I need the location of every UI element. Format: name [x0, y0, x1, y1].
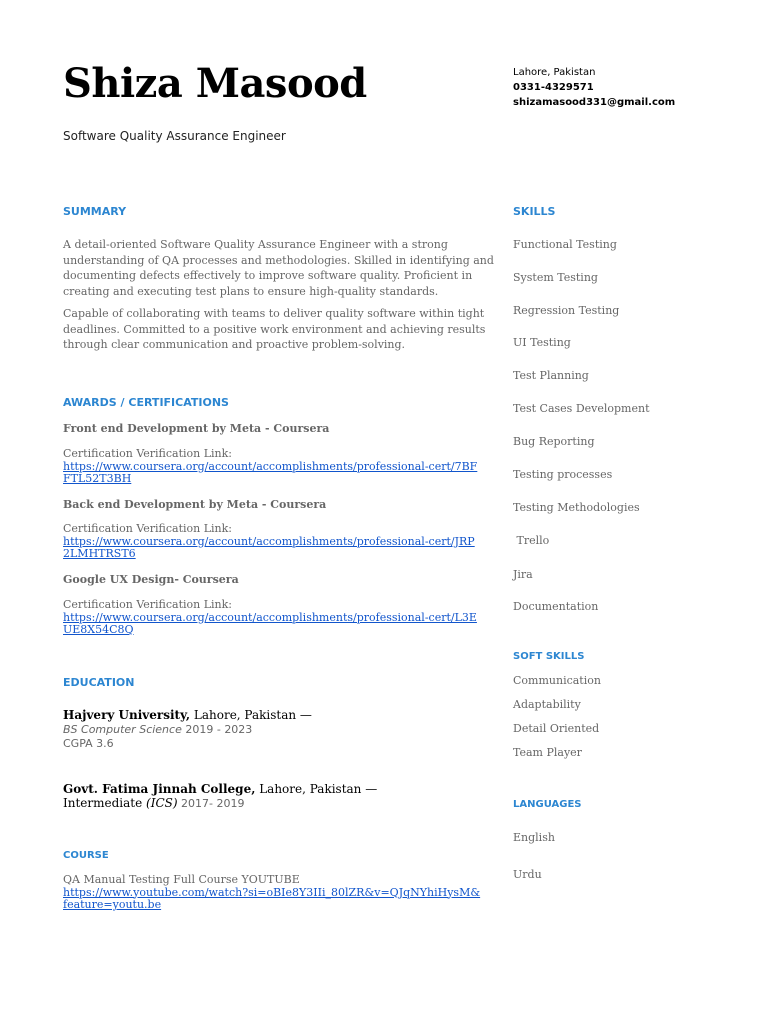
- skill-item: Trello: [513, 534, 550, 547]
- education-gpa: CGPA 3.6: [63, 737, 114, 750]
- soft-skill-item: Adaptability: [513, 698, 581, 711]
- language-item: English: [513, 831, 555, 844]
- cert-label-1: Certification Verification Link:: [63, 447, 233, 460]
- cert-label-2: Certification Verification Link:: [63, 522, 233, 535]
- cert-link-1[interactable]: https://www.coursera.org/account/accomplishments/professional-cert/7BFFTL52T3BH: [63, 459, 478, 485]
- skill-item: System Testing: [513, 271, 598, 284]
- languages-heading: LANGUAGES: [513, 799, 582, 810]
- soft-skill-item: Communication: [513, 674, 601, 687]
- cert-title-1: Front end Development by Meta - Coursera: [63, 422, 330, 435]
- skill-item: UI Testing: [513, 336, 571, 349]
- cert-link-2[interactable]: https://www.coursera.org/account/accomplishments/professional-cert/JRP2LMHTRST6: [63, 534, 475, 560]
- cert-block-3: [63, 599, 481, 637]
- education-entry-2-title: [63, 782, 377, 796]
- cert-label-3: Certification Verification Link:: [63, 598, 233, 611]
- education-years-2: 2017- 2019: [177, 797, 245, 810]
- skill-item: Test Planning: [513, 369, 589, 382]
- education-entry-1-title: [63, 708, 312, 722]
- education-degree-1: BS Computer Science: [63, 723, 182, 736]
- skill-item: Test Cases Development: [513, 402, 650, 415]
- course-title: QA Manual Testing Full Course YOUTUBE: [63, 873, 300, 886]
- skill-item: Functional Testing: [513, 238, 617, 251]
- education-place-2: Lahore, Pakistan —: [255, 782, 378, 796]
- course-heading: COURSE: [63, 850, 109, 861]
- cert-title-2: Back end Development by Meta - Coursera: [63, 498, 327, 511]
- cert-block-2: [63, 523, 481, 561]
- cert-link-3[interactable]: https://www.coursera.org/account/accomplishments/professional-cert/L3EUE8X54C8Q: [63, 610, 477, 636]
- education-place-1: Lahore, Pakistan —: [190, 708, 312, 722]
- education-entry-2-degree: [63, 796, 245, 811]
- soft-skill-item: Detail Oriented: [513, 722, 600, 735]
- skills-heading: SKILLS: [513, 205, 556, 218]
- soft-skill-item: Team Player: [513, 746, 582, 759]
- cert-block-1: [63, 448, 481, 486]
- job-title: Software Quality Assurance Engineer: [63, 129, 286, 143]
- contact-phone: 0331-4329571: [513, 82, 594, 93]
- skill-item: Testing Methodologies: [513, 501, 640, 514]
- education-degree-2: (ICS): [146, 796, 178, 810]
- skill-item: Testing processes: [513, 468, 613, 481]
- awards-heading: AWARDS / CERTIFICATIONS: [63, 396, 229, 409]
- education-school-2: Govt. Fatima Jinnah College,: [63, 782, 256, 796]
- education-years-1: 2019 - 2023: [181, 723, 253, 736]
- education-heading: EDUCATION: [63, 676, 135, 689]
- skill-item: Documentation: [513, 600, 599, 613]
- soft-skills-heading: SOFT SKILLS: [513, 651, 585, 662]
- candidate-name: Shiza Masood: [63, 60, 367, 107]
- summary-paragraph-2: Capable of collaborating with teams to deliver quality software within tight deadlines. Committed to a positive work environment and achieving results through clear communication and proactive problem-solving.: [63, 307, 486, 351]
- education-degree-prefix-2: Intermediate: [63, 796, 147, 810]
- skill-item: Jira: [513, 568, 533, 581]
- skill-item: Bug Reporting: [513, 435, 595, 448]
- course-link[interactable]: https://www.youtube.com/watch?si=oBIe8Y3IIi_80lZR&v=QJqNYhiHysM&feature=youtu.be: [63, 885, 481, 911]
- contact-location: Lahore, Pakistan: [513, 67, 596, 78]
- summary-paragraph-1: A detail-oriented Software Quality Assurance Engineer with a strong understanding of QA processes and methodologies. Skilled in identifying and documenting defects effectively to improve software quality. Proficient in creating and executing test plans to ensure high-quality standards.: [63, 238, 494, 298]
- contact-email: shizamasood331@gmail.com: [513, 97, 676, 108]
- course-block: [63, 874, 481, 912]
- education-entry-1-degree: [63, 723, 252, 737]
- summary-heading: SUMMARY: [63, 205, 127, 218]
- education-school-1: Hajvery University,: [63, 708, 191, 722]
- contact-block: [513, 65, 675, 110]
- language-item: Urdu: [513, 868, 542, 881]
- skill-item: Regression Testing: [513, 304, 620, 317]
- cert-title-3: Google UX Design- Coursera: [63, 573, 239, 586]
